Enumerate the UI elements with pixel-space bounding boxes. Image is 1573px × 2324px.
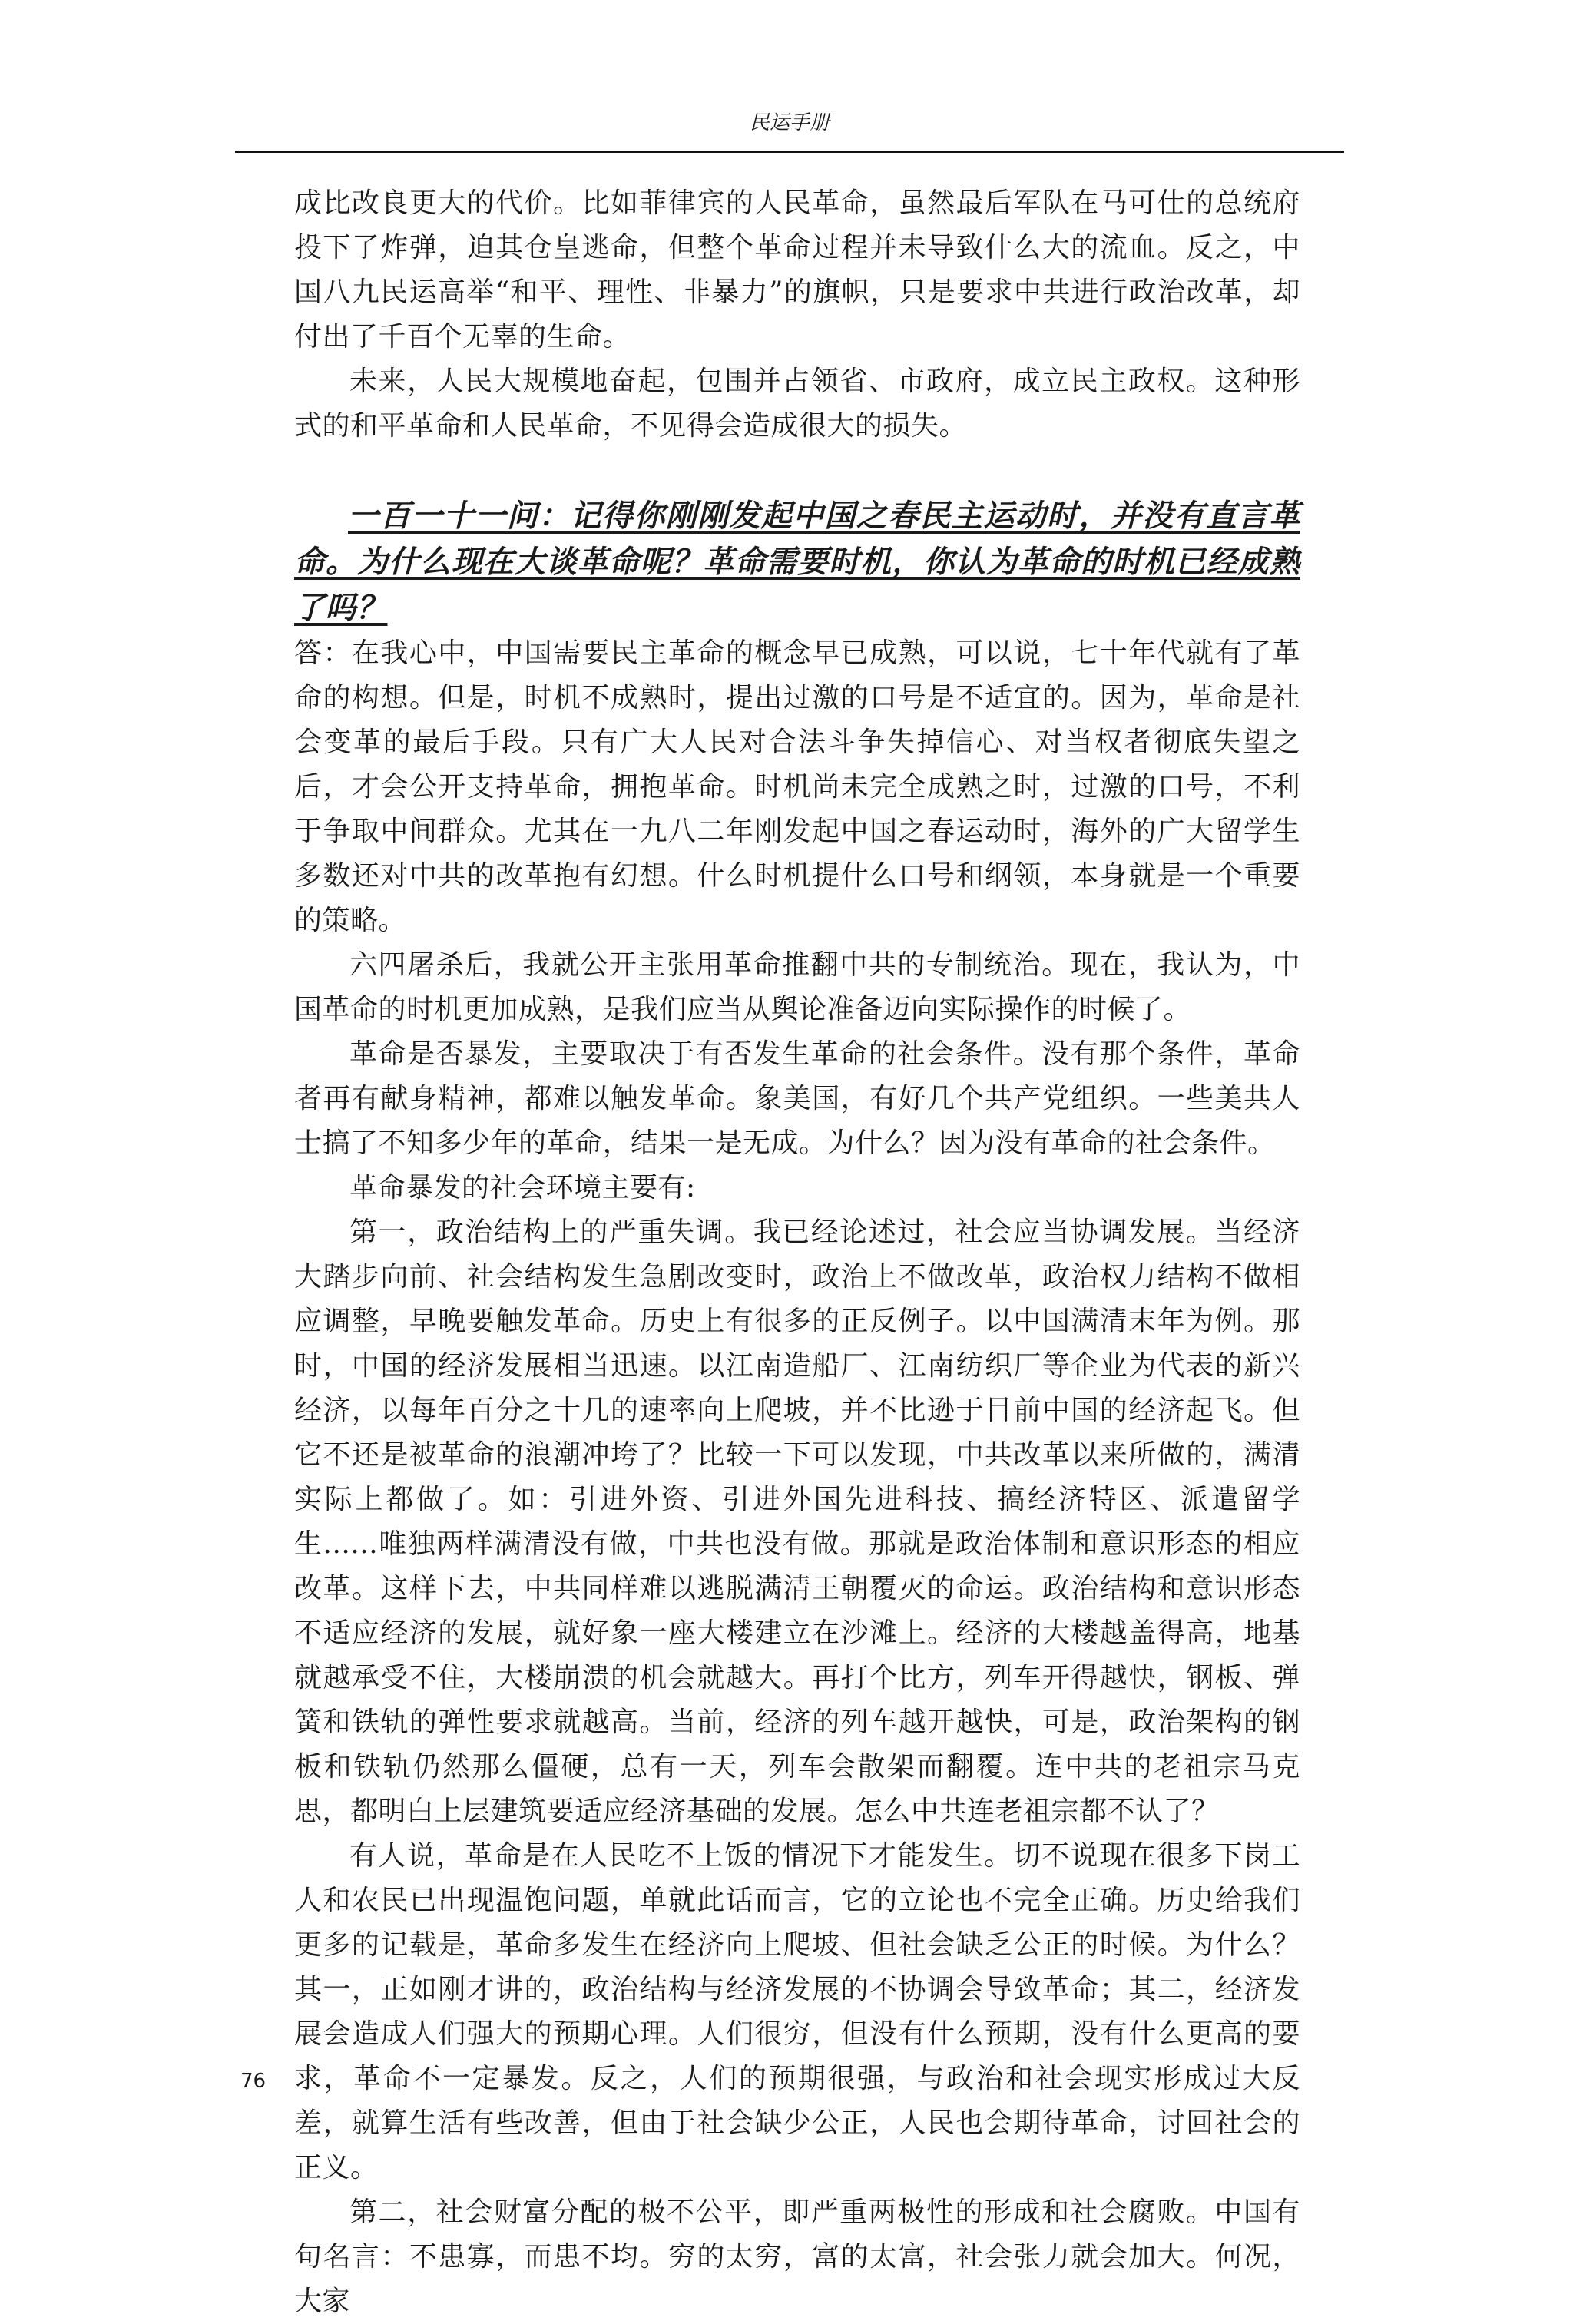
running-header: 民运手册	[749, 111, 830, 134]
question-heading: 一百一十一问：记得你刚刚发起中国之春民主运动时，并没有直言革命。为什么现在大谈革命呢？革命需要时机，你认为革命的时机已经成熟了吗？	[294, 498, 1300, 626]
answer-paragraph: 革命暴发的社会环境主要有:	[349, 1172, 696, 1203]
paragraph: 未来，人民大规模地奋起，包围并占领省、市政府，成立民主政权。这种形式的和平革命和人民革命，不见得会造成很大的损失。	[294, 366, 1300, 442]
answer-paragraph: 六四屠杀后，我就公开主张用革命推翻中共的专制统治。现在，我认为，中国革命的时机更加成熟，是我们应当从舆论准备迈向实际操作的时候了。	[294, 949, 1300, 1025]
answer-paragraph: 第二，社会财富分配的极不公平，即严重两极性的形成和社会腐败。中国有句名言：不患寡，而患不均。穷的太穷，富的太富，社会张力就会加大。何况，大家	[294, 2197, 1300, 2317]
answer-paragraph: 答：在我心中，中国需要民主革命的概念早已成熟，可以说，七十年代就有了革命的构想。但是，时机不成熟时，提出过激的口号是不适宜的。因为，革命是社会变革的最后手段。只有广大人民对合法斗争失掉信心、对当权者彻底失望之后，才会公开支持革命，拥抱革命。时机尚未完全成熟之时，过激的口号，不利于争取中间群众。尤其在一九八二年刚发起中国之春运动时，海外的广大留学生多数还对中共的改革抱有幻想。什么时机提什么口号和纲领，本身就是一个重要的策略。	[294, 637, 1300, 936]
page-body	[294, 181, 1300, 2324]
paragraph: 成比改良更大的代价。比如菲律宾的人民革命，虽然最后军队在马可仕的总统府投下了炸弹，迫其仓皇逃命，但整个革命过程并未导致什么大的流血。反之，中国八九民运高举“和平、理性、非暴力”的旗帜，只是要求中共进行政治改革，却付出了千百个无辜的生命。	[294, 187, 1300, 353]
answer-paragraph: 革命是否暴发，主要取决于有否发生革命的社会条件。没有那个条件，革命者再有献身精神，都难以触发革命。象美国，有好几个共产党组织。一些美共人士搞了不知多少年的革命，结果一是无成。为什么？因为没有革命的社会条件。	[294, 1038, 1300, 1159]
answer-paragraph: 有人说，革命是在人民吃不上饭的情况下才能发生。切不说现在很多下岗工人和农民已出现温饱问题，单就此话而言，它的立论也不完全正确。历史给我们更多的记载是，革命多发生在经济向上爬坡、但社会缺乏公正的时候。为什么？其一，正如刚才讲的，政治结构与经济发展的不协调会导致革命；其二，经济发展会造成人们强大的预期心理。人们很穷，但没有什么预期，没有什么更高的要求，革命不一定暴发。反之，人们的预期很强，与政治和社会现实形成过大反差，就算生活有些改善，但由于社会缺少公正，人民也会期待革命，讨回社会的正义。	[294, 1840, 1300, 2183]
header-divider	[235, 151, 1344, 153]
page-number: 76	[240, 2070, 267, 2093]
answer-paragraph: 第一，政治结构上的严重失调。我已经论述过，社会应当协调发展。当经济大踏步向前、社会结构发生急剧改变时，政治上不做改革，政治权力结构不做相应调整，早晚要触发革命。历史上有很多的正反例子。以中国满清末年为例。那时，中国的经济发展相当迅速。以江南造船厂、江南纺织厂等企业为代表的新兴经济，以每年百分之十几的速率向上爬坡，并不比逊于目前中国的经济起飞。但它不还是被革命的浪潮冲垮了？比较一下可以发现，中共改革以来所做的，满清实际上都做了。如：引进外资、引进外国先进科技、搞经济特区、派遣留学生......唯独两样满清没有做，中共也没有做。那就是政治体制和意识形态的相应改革。这样下去，中共同样难以逃脱满清王朝覆灭的命运。政治结构和意识形态不适应经济的发展，就好象一座大楼建立在沙滩上。经济的大楼越盖得高，地基就越承受不住，大楼崩溃的机会就越大。再打个比方，列车开得越快，钢板、弹簧和铁轨的弹性要求就越高。当前，经济的列车越开越快，可是，政治架构的钢板和铁轨仍然那么僵硬，总有一天，列车会散架而翻覆。连中共的老祖宗马克思，都明白上层建筑要适应经济基础的发展。怎么中共连老祖宗都不认了？	[294, 1217, 1300, 1827]
